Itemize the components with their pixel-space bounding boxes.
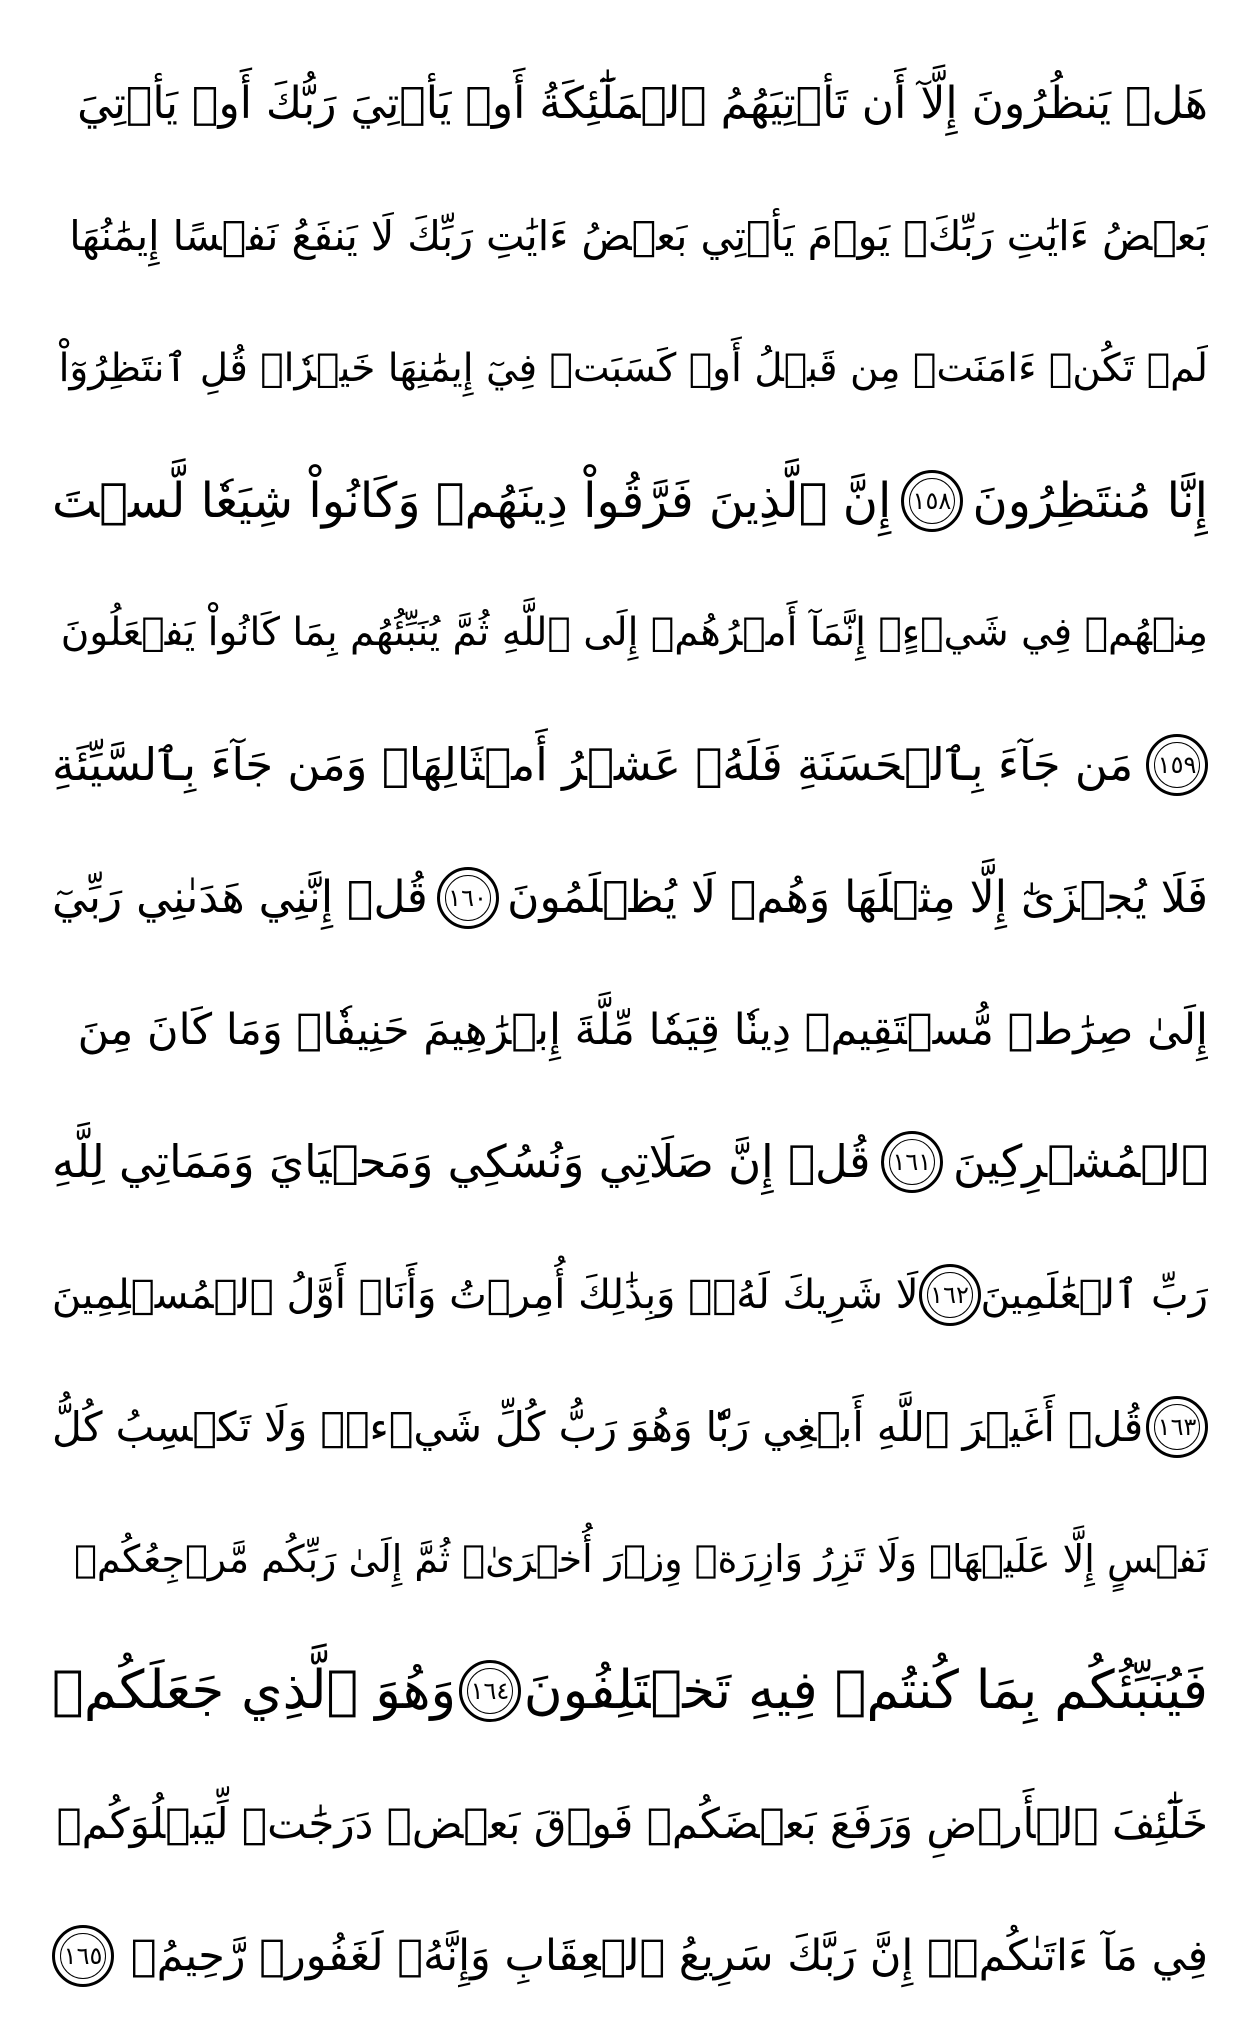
verse-text: قُلۡ أَغَيۡرَ ٱللَّهِ أَبۡغِي رَبّٗا وَهُوَ رَبُّ كُلِّ شَيۡءٖۚ وَلَا تَكۡسِبُ كُلُّ	[52, 1402, 1144, 1451]
text-line	[52, 976, 1208, 1084]
verse-text: فَلَا يُجۡزَىٰٓ إِلَّا مِثۡلَهَا وَهُمۡ لَا يُظۡلَمُونَ	[507, 871, 1208, 923]
text-line	[52, 315, 1208, 423]
verse-number-marker	[459, 1660, 521, 1722]
text-line	[52, 50, 1208, 158]
verse-text: فَيُنَبِّئُكُم بِمَا كُنتُمۡ فِيهِ تَخۡتَلِفُونَ	[523, 1660, 1208, 1722]
text-line	[52, 1108, 1208, 1216]
verse-text: قُلۡ إِنَّنِي هَدَىٰنِي رَبِّيٓ	[52, 871, 428, 923]
verse-number-marker	[881, 1131, 943, 1193]
verse-text: ٱلۡمُشۡرِكِينَ	[953, 1135, 1208, 1189]
verse-number: ١٦٢	[930, 1280, 969, 1309]
verse-number: ١٦٣	[1157, 1412, 1197, 1441]
verse-number-marker	[1146, 734, 1208, 796]
verse-text: مَن جَآءَ بِٱلۡحَسَنَةِ فَلَهُۥ عَشۡرُ أَمۡثَالِهَاۖ وَمَن جَآءَ بِٱلسَّيِّئَةِ	[52, 738, 1134, 792]
verse-number: ١٦١	[892, 1148, 932, 1177]
verse-text: لَمۡ تَكُنۡ ءَامَنَتۡ مِن قَبۡلُ أَوۡ كَسَبَتۡ فِيٓ إِيمَٰنِهَا خَيۡرٗاۗ قُلِ ٱنتَظِرُوٓاْ	[58, 345, 1208, 391]
verse-text: خَلَٰٓئِفَ ٱلۡأَرۡضِ وَرَفَعَ بَعۡضَكُمۡ فَوۡقَ بَعۡضٖ دَرَجَٰتٖ لِّيَبۡلُوَكُمۡ	[56, 1798, 1208, 1848]
verse-text: فِي مَآ ءَاتَىٰكُمۡۗ إِنَّ رَبَّكَ سَرِيعُ ٱلۡعِقَابِ وَإِنَّهُۥ لَغَفُورٞ رَّحِيمُۢ	[130, 1930, 1208, 1981]
verse-text: إِنَّا مُنتَظِرُونَ	[972, 472, 1208, 529]
text-line	[52, 844, 1208, 952]
verse-number: ١٦٥	[63, 1941, 103, 1970]
verse-text: إِنَّ ٱلَّذِينَ فَرَّقُواْ دِينَهُمۡ وَكَانُواْ شِيَعٗا لَّسۡتَ	[52, 472, 892, 529]
verse-text: قُلۡ إِنَّ صَلَاتِي وَنُسُكِي وَمَحۡيَايَ وَمَمَاتِي لِلَّهِ	[52, 1135, 871, 1189]
verse-text: هَلۡ يَنظُرُونَ إِلَّآ أَن تَأۡتِيَهُمُ ٱلۡمَلَٰٓئِكَةُ أَوۡ يَأۡتِيَ رَبُّكَ أَوۡ يَأۡتِيَ	[77, 78, 1208, 129]
verse-number-marker	[437, 867, 499, 929]
text-line	[52, 1373, 1208, 1481]
text-line	[52, 182, 1208, 290]
verse-lines	[52, 50, 1208, 2010]
text-line	[52, 579, 1208, 687]
verse-number: ١٥٩	[1157, 751, 1197, 780]
verse-text: نَفۡسٍ إِلَّا عَلَيۡهَاۚ وَلَا تَزِرُ وَازِرَةٞ وِزۡرَ أُخۡرَىٰۚ ثُمَّ إِلَىٰ رَبِّكُم مَّرۡجِعُكُمۡ	[74, 1537, 1208, 1582]
verse-text: وَهُوَ ٱلَّذِي جَعَلَكُمۡ	[52, 1660, 457, 1722]
verse-text: رَبِّ ٱلۡعَٰلَمِينَ	[980, 1271, 1208, 1318]
text-line	[52, 1770, 1208, 1878]
verse-number: ١٥٨	[912, 486, 952, 515]
verse-text: مِنۡهُمۡ فِي شَيۡءٍۚ إِنَّمَآ أَمۡرُهُمۡ إِلَى ٱللَّهِ ثُمَّ يُنَبِّئُهُم بِمَا كَانُواْ يَفۡعَلُونَ	[60, 610, 1208, 656]
verse-number-marker	[1146, 1396, 1208, 1458]
text-line	[52, 1505, 1208, 1613]
text-line	[52, 1637, 1208, 1745]
text-line	[52, 711, 1208, 819]
text-line	[52, 447, 1208, 555]
verse-number: ١٦٤	[470, 1677, 510, 1706]
verse-text: إِلَىٰ صِرَٰطٖ مُّسۡتَقِيمٖ دِينٗا قِيَمٗا مِّلَّةَ إِبۡرَٰهِيمَ حَنِيفٗاۚ وَمَا كَانَ مِنَ	[77, 1004, 1208, 1055]
verse-text: بَعۡضُ ءَايَٰتِ رَبِّكَۗ يَوۡمَ يَأۡتِي بَعۡضُ ءَايَٰتِ رَبِّكَ لَا يَنفَعُ نَفۡسًا إِيمَٰنُهَا	[69, 212, 1208, 261]
verse-number-marker	[919, 1264, 981, 1326]
verse-number: ١٦٠	[448, 883, 487, 912]
text-line	[52, 1902, 1208, 2010]
verse-text: لَا شَرِيكَ لَهُۥۖ وَبِذَٰلِكَ أُمِرۡتُ وَأَنَا۠ أَوَّلُ ٱلۡمُسۡلِمِينَ	[52, 1271, 919, 1318]
verse-number-marker	[52, 1925, 114, 1987]
verse-number-marker	[901, 470, 963, 532]
text-line	[52, 1241, 1208, 1349]
